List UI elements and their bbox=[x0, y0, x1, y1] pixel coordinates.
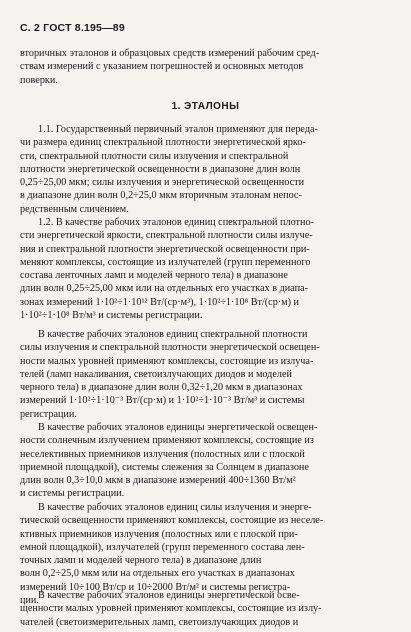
text-line: емной площадкой), излучателей (групп переменного состава лен- bbox=[20, 541, 305, 553]
text-line: В качестве рабочих эталонов единиц силы излучения и энерге- bbox=[38, 502, 312, 513]
text-line: длин волн 0,25÷25,00 мкм или на отдельных его участках в диапа- bbox=[20, 283, 308, 295]
text-line: ктивных приемников излучения (полостных или с плоской при- bbox=[20, 528, 298, 540]
text-line: тической освещенности применяют комплексы, состоящие из неселе- bbox=[20, 515, 324, 527]
text-line: измерений 10÷100 Вт/ср и 10÷2000 Вт/м² и системы регистра- bbox=[20, 581, 291, 593]
section-title: 1. ЭТАЛОНЫ bbox=[171, 101, 240, 112]
text-line: ния и спектральной плотности энергетической освещенности при- bbox=[20, 243, 310, 255]
text-line: чи размера единиц спектральной плотности энергетической ярко- bbox=[20, 137, 306, 149]
text-line: ности малых уровней применяют комплексы, состоящие из излуча- bbox=[20, 355, 314, 367]
text-line: измерений 1·10²÷1·10⁻³ Вт/(ср·м) и 1·10²÷1·10⁻³ Вт/м³ и системы bbox=[20, 395, 305, 407]
intro-paragraph bbox=[20, 47, 396, 87]
text-line: чателей (светоизмерительных ламп, светоизлучающих диодов и bbox=[20, 616, 299, 628]
text-line: телей (ламп накаливания, светоизлучающих диодов и моделей bbox=[20, 368, 292, 380]
text-line: черного тела) в диапазоне длин волн 0,32÷1,20 мкм в диапазонах bbox=[20, 382, 303, 394]
text-line: ности солнечным излучением применяют комплексы, состоящие из bbox=[20, 435, 314, 447]
text-line: зонах измерений 1·10²÷1·10¹² Вт/(ср·м³), 1·10²÷1·10⁸ Вт/(ср·м) и bbox=[20, 296, 300, 308]
paragraph-low-levels bbox=[20, 328, 396, 421]
text-line: 1.2. В качестве рабочих эталонов единиц спектральной плотно- bbox=[38, 217, 314, 228]
text-line: регистрации. bbox=[20, 408, 77, 420]
text-line: точных ламп и моделей черного тела) в диапазоне длин bbox=[20, 555, 262, 567]
text-line: приемной площадкой), системы слежения за Солнцем в диапазоне bbox=[20, 461, 309, 473]
page-header: С. 2 ГОСТ 8.195—89 bbox=[20, 22, 125, 34]
text-line: 1·10²÷1·10⁸ Вт/м³ и системы регистрации. bbox=[20, 310, 203, 322]
text-line: неселективных приемников излучения (полостных или с плоской bbox=[20, 448, 305, 460]
text-line: ствам измерений с указанием погрешностей и основных методов bbox=[20, 61, 304, 73]
text-line: 1.1. Государственный первичный эталон применяют для переда- bbox=[38, 124, 318, 135]
text-line: состава ленточных ламп и моделей черного тела) в диапазоне bbox=[20, 270, 288, 282]
text-line: волн 0,2÷25,0 мкм или на отдельных его участках в диапазонах bbox=[20, 568, 295, 580]
text-line: сти, спектральной плотности силы излучения и спектральной bbox=[20, 150, 289, 162]
text-line: поверки. bbox=[20, 74, 58, 86]
text-line: сти энергетической яркости, спектральной плотности силы излуче- bbox=[20, 230, 313, 242]
text-line: 0,25÷25,00 мкм; силы излучения и энергетической освещенности bbox=[20, 177, 305, 189]
text-line: в диапазоне длин волн 0,2÷25,0 мкм вторичным эталонам непос- bbox=[20, 190, 302, 202]
text-line: меняют комплексы, состоящие из излучателей (групп переменного bbox=[20, 256, 311, 268]
text-line: В качестве рабочих эталонов единицы энергетической осве- bbox=[38, 590, 300, 601]
paragraph-solar bbox=[20, 421, 396, 501]
text-line: В качестве рабочих эталонов единицы энергетической освещен- bbox=[38, 422, 318, 433]
text-line: длин волн 0,3÷10,0 мкм в диапазоне измерений 400÷1360 Вт/м² bbox=[20, 475, 296, 487]
text-line: щенности малых уровней применяют комплексы, состоящие из излу- bbox=[20, 603, 322, 615]
text-line: плотности энергетической освещенности в диапазоне длин волн bbox=[20, 163, 301, 175]
paragraph-1-2 bbox=[20, 216, 396, 322]
text-line: вторичных эталонов и образцовых средств измерений рабочим сред- bbox=[20, 48, 320, 59]
text-line: В качестве рабочих эталонов единиц спектральной плотности bbox=[38, 329, 308, 340]
text-line: редственным сличением. bbox=[20, 203, 129, 215]
text-line: и системы регистрации. bbox=[20, 488, 125, 500]
paragraph-irradiance-low bbox=[20, 589, 396, 629]
text-line: ции. bbox=[20, 595, 39, 607]
paragraph-1-1 bbox=[20, 123, 396, 216]
text-line: силы излучения и спектральной плотности энергетической освещен- bbox=[20, 342, 320, 354]
